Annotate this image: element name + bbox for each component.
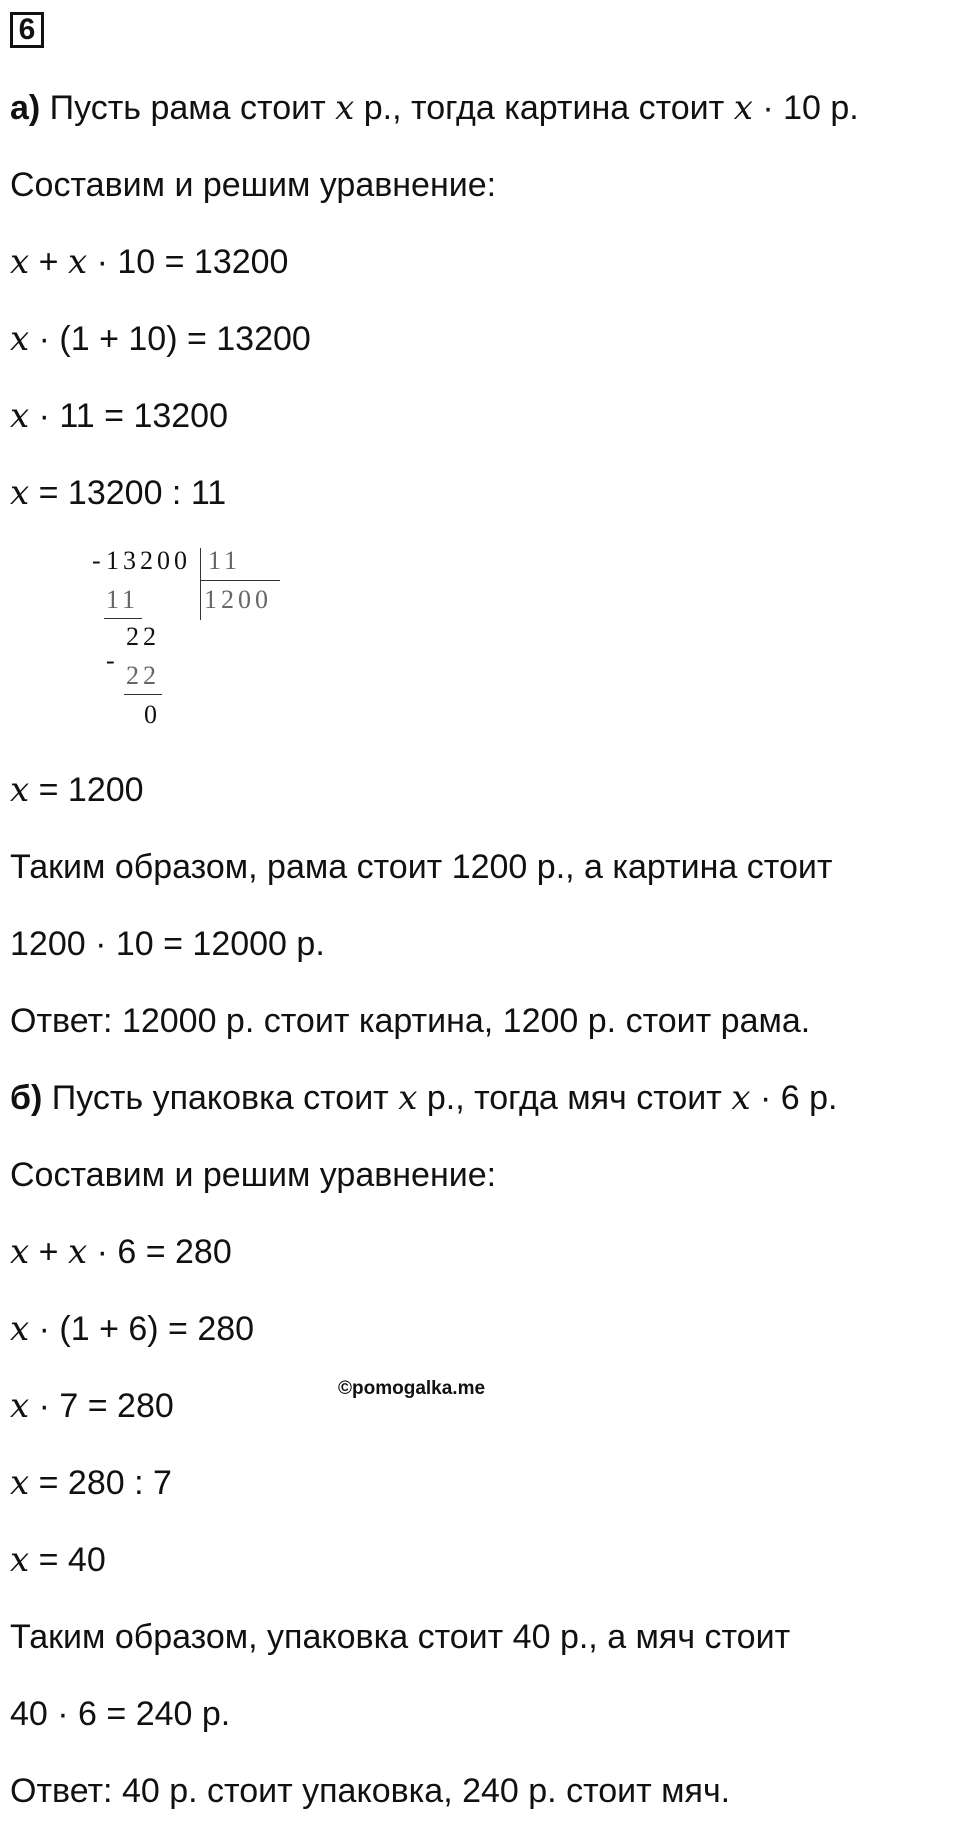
part-b-result: x = 40 [10, 1540, 106, 1580]
part-a-result: x = 1200 [10, 770, 144, 810]
part-a-equation-4: x = 13200 : 11 [10, 473, 227, 513]
part-b-compose: Составим и решим уравнение: [10, 1156, 497, 1194]
part-a-equation-1: x + x · 10 = 13200 [10, 242, 289, 282]
part-a-conclusion-1: Таким образом, рама стоит 1200 р., а картина стоит [10, 848, 833, 886]
part-b-equation-3: x · 7 = 280 [10, 1386, 174, 1426]
part-a-equation-3: x · 11 = 13200 [10, 396, 228, 436]
division-minus-2: - [106, 646, 115, 675]
part-b-conclusion-2: 40 · 6 = 240 р. [10, 1695, 231, 1733]
part-a-answer: Ответ: 12000 р. стоит картина, 1200 р. стоит рама. [10, 1002, 811, 1040]
division-quotient: 1200 [204, 585, 272, 614]
part-b-label: б) [10, 1079, 43, 1117]
watermark: ©pomogalka.me [338, 1378, 486, 1399]
division-line-1 [104, 618, 142, 619]
division-subtract-1: 11 [106, 585, 140, 614]
division-subtract-2: 22 [126, 661, 160, 690]
division-vertical-bar [200, 548, 201, 620]
part-a-label: а) [10, 89, 41, 127]
part-b-equation-1: x + x · 6 = 280 [10, 1232, 232, 1272]
division-divisor-line [200, 580, 280, 581]
part-b-answer: Ответ: 40 р. стоит упаковка, 240 р. стоит мяч. [10, 1772, 731, 1810]
division-minus-1: - [92, 546, 101, 575]
part-b-equation-4: x = 280 : 7 [10, 1463, 172, 1503]
division-remainder-final: 0 [144, 700, 161, 729]
part-b-equation-2: x · (1 + 6) = 280 [10, 1309, 255, 1349]
division-divisor: 11 [208, 546, 242, 575]
task-number: 6 [18, 13, 36, 46]
part-b-intro: б) Пусть упаковка стоит x р., тогда мяч стоит x · 6 р. [10, 1078, 838, 1118]
part-a-compose: Составим и решим уравнение: [10, 166, 497, 204]
part-a-equation-2: x · (1 + 10) = 13200 [10, 319, 311, 359]
division-line-2 [124, 694, 162, 695]
part-b-conclusion-1: Таким образом, упаковка стоит 40 р., а мяч стоит [10, 1618, 791, 1656]
task-number-box [10, 12, 44, 48]
part-a-conclusion-2: 1200 · 10 = 12000 р. [10, 925, 325, 963]
part-a-intro: а) Пусть рама стоит x р., тогда картина стоит x · 10 р. [10, 88, 859, 128]
division-remainder-1: 22 [126, 622, 160, 651]
division-dividend: 13200 [106, 546, 191, 575]
